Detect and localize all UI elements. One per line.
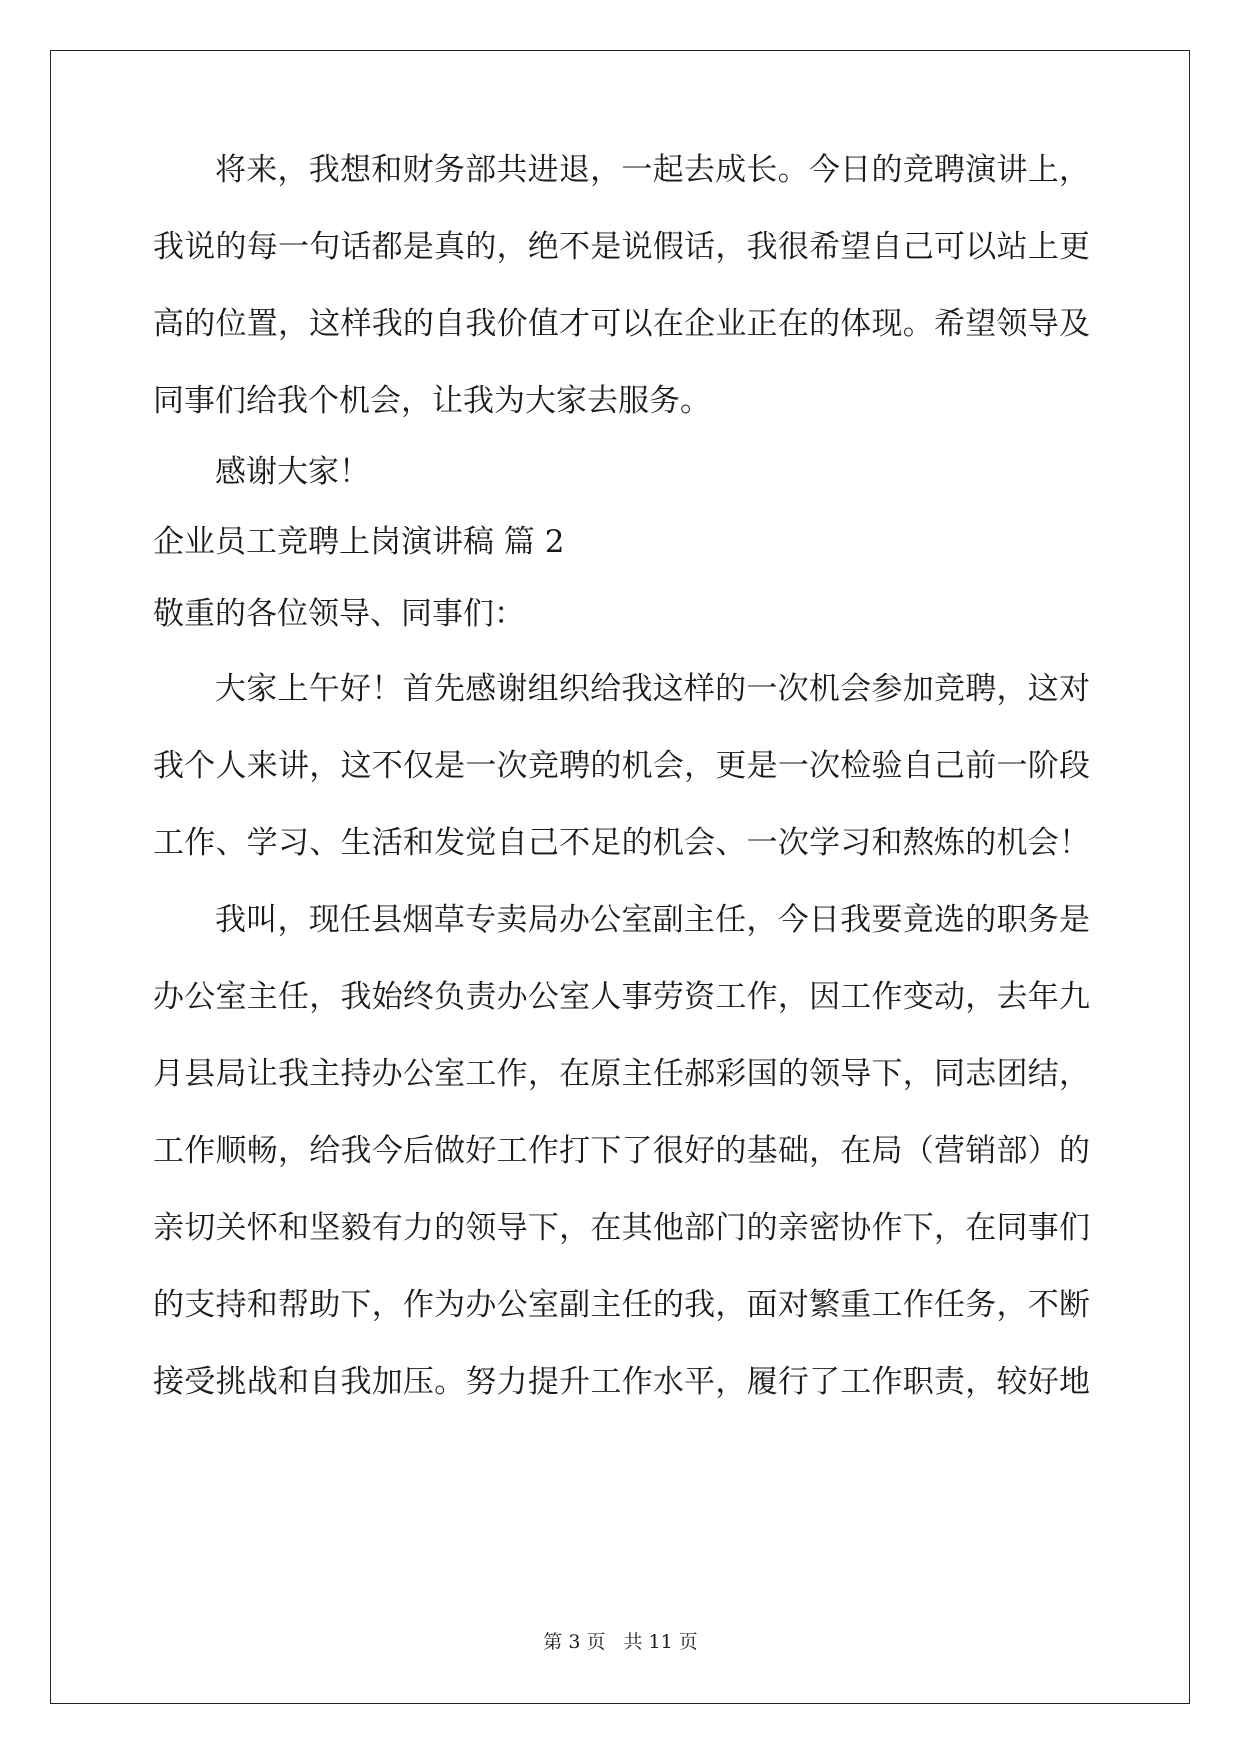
paragraph-line: 工作、学习、生活和发觉自己不足的机会、一次学习和熬炼的机会！: [153, 825, 1090, 861]
page-number: 第 3 页: [543, 1631, 606, 1653]
paragraph-line: 大家上午好！首先感谢组织给我这样的一次机会参加竞聘，这对: [215, 671, 1090, 707]
section-heading: 企业员工竞聘上岗演讲稿 篇 2: [153, 524, 565, 560]
paragraph-line: 的支持和帮助下，作为办公室副主任的我，面对繁重工作任务，不断: [153, 1287, 1090, 1323]
page-footer: [0, 1630, 1241, 1654]
closing-line: 感谢大家！: [215, 454, 370, 490]
paragraph-line: 工作顺畅，给我今后做好工作打下了很好的基础，在局（营销部）的: [153, 1133, 1090, 1169]
paragraph-line: 办公室主任，我始终负责办公室人事劳资工作，因工作变动，去年九: [153, 979, 1090, 1015]
paragraph-line: 将来，我想和财务部共进退，一起去成长。今日的竞聘演讲上，: [215, 152, 1090, 188]
paragraph-line: 我叫，现任县烟草专卖局办公室副主任，今日我要竟选的职务是: [215, 902, 1090, 938]
salutation: 敬重的各位领导、同事们：: [153, 596, 525, 632]
paragraph-line: 接受挑战和自我加压。努力提升工作水平，履行了工作职责，较好地: [153, 1364, 1090, 1400]
page-border: [50, 50, 1190, 1704]
paragraph-line: 我说的每一句话都是真的，绝不是说假话，我很希望自己可以站上更: [153, 229, 1090, 265]
paragraph-line: 我个人来讲，这不仅是一次竞聘的机会，更是一次检验自己前一阶段: [153, 748, 1090, 784]
paragraph-line: 亲切关怀和坚毅有力的领导下，在其他部门的亲密协作下，在同事们: [153, 1210, 1090, 1246]
page-total: 共 11 页: [623, 1631, 698, 1653]
paragraph-line: 高的位置，这样我的自我价值才可以在企业正在的体现。希望领导及: [153, 306, 1090, 342]
paragraph-line: 同事们给我个机会，让我为大家去服务。: [153, 383, 711, 419]
paragraph-line: 月县局让我主持办公室工作，在原主任郝彩国的领导下，同志团结，: [153, 1056, 1090, 1092]
